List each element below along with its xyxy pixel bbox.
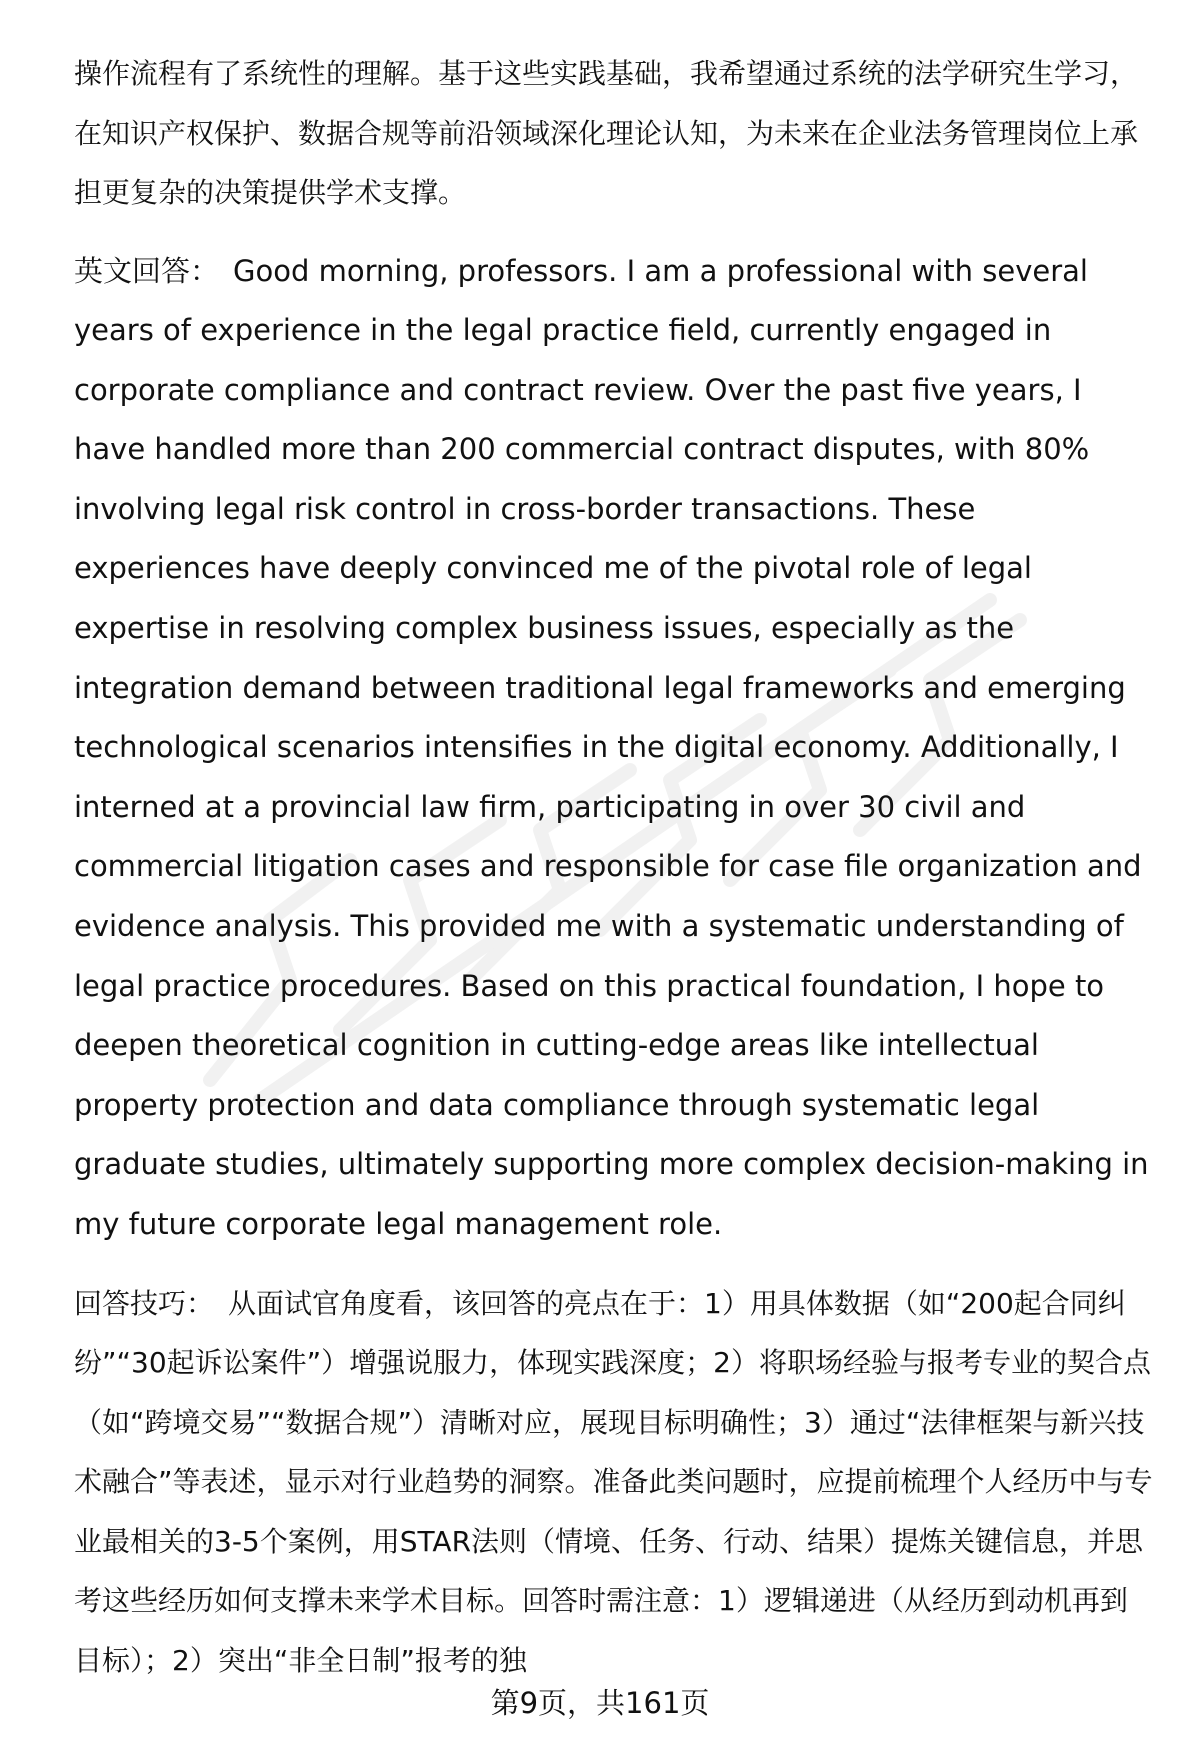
english-answer-label: 英文回答： bbox=[74, 253, 220, 288]
intro-continuation-paragraph: 操作流程有了系统性的理解。基于这些实践基础，我希望通过系统的法学研究生学习，在知识产权保护、数据合规等前沿领域深化理论认知，为未来在企业法务管理岗位上承担更复杂的决策提供学术支撑。 bbox=[74, 57, 1139, 209]
english-answer-paragraph bbox=[74, 242, 1154, 1255]
answer-tips-text: 从面试官角度看，该回答的亮点在于：1）用具体数据（如“200起合同纠纷”“30起诉讼案件”）增强说服力，体现实践深度；2）将职场经验与报考专业的契合点（如“跨境交易”“数据合规”）清晰对应，展现目标明确性；3）通过“法律框架与新兴技术融合”等表述，显示对行业趋势的洞察。准备此类问题时，应提前梳理个人经历中与专业最相关的3-5个案例，用STAR法则（情境、任务、行动、结果）提炼关键信息，并思考这些经历如何支撑未来学术目标。回答时需注意：1）逻辑递进（从经历到动机再到目标）；2）突出“非全日制”报考的独 bbox=[74, 1286, 1153, 1677]
answer-tips-paragraph bbox=[74, 1274, 1154, 1691]
english-answer-text: Good morning, professors. I am a professional with several years of experience in the legal practice field, currently engaged in corporate compliance and contract review. Over the past five years, I have handled more than 200 commercial contract disputes, with 80% involving legal risk control in cross-border transactions. These experiences have deeply convinced me of the pivotal role of legal expertise in resolving complex business issues, especially as the integration demand between traditional legal frameworks and emerging technological scenarios intensifies in the digital economy. Additionally, I interned at a provincial law firm, participating in over 30 civil and commercial litigation cases and responsible for case file organization and evidence analysis. This provided me with a systematic understanding of legal practice procedures. Based on this practical foundation, I hope to deepen theoretical cognition in cutting-edge areas like intellectual property protection and data compliance through systematic legal graduate studies, ultimately supporting more complex decision-making in my future corporate legal management role. bbox=[74, 253, 1149, 1241]
answer-tips-label: 回答技巧： bbox=[74, 1286, 215, 1320]
page-number-footer: 第9页，共161页 bbox=[490, 1686, 710, 1720]
document-body bbox=[74, 44, 1154, 1690]
